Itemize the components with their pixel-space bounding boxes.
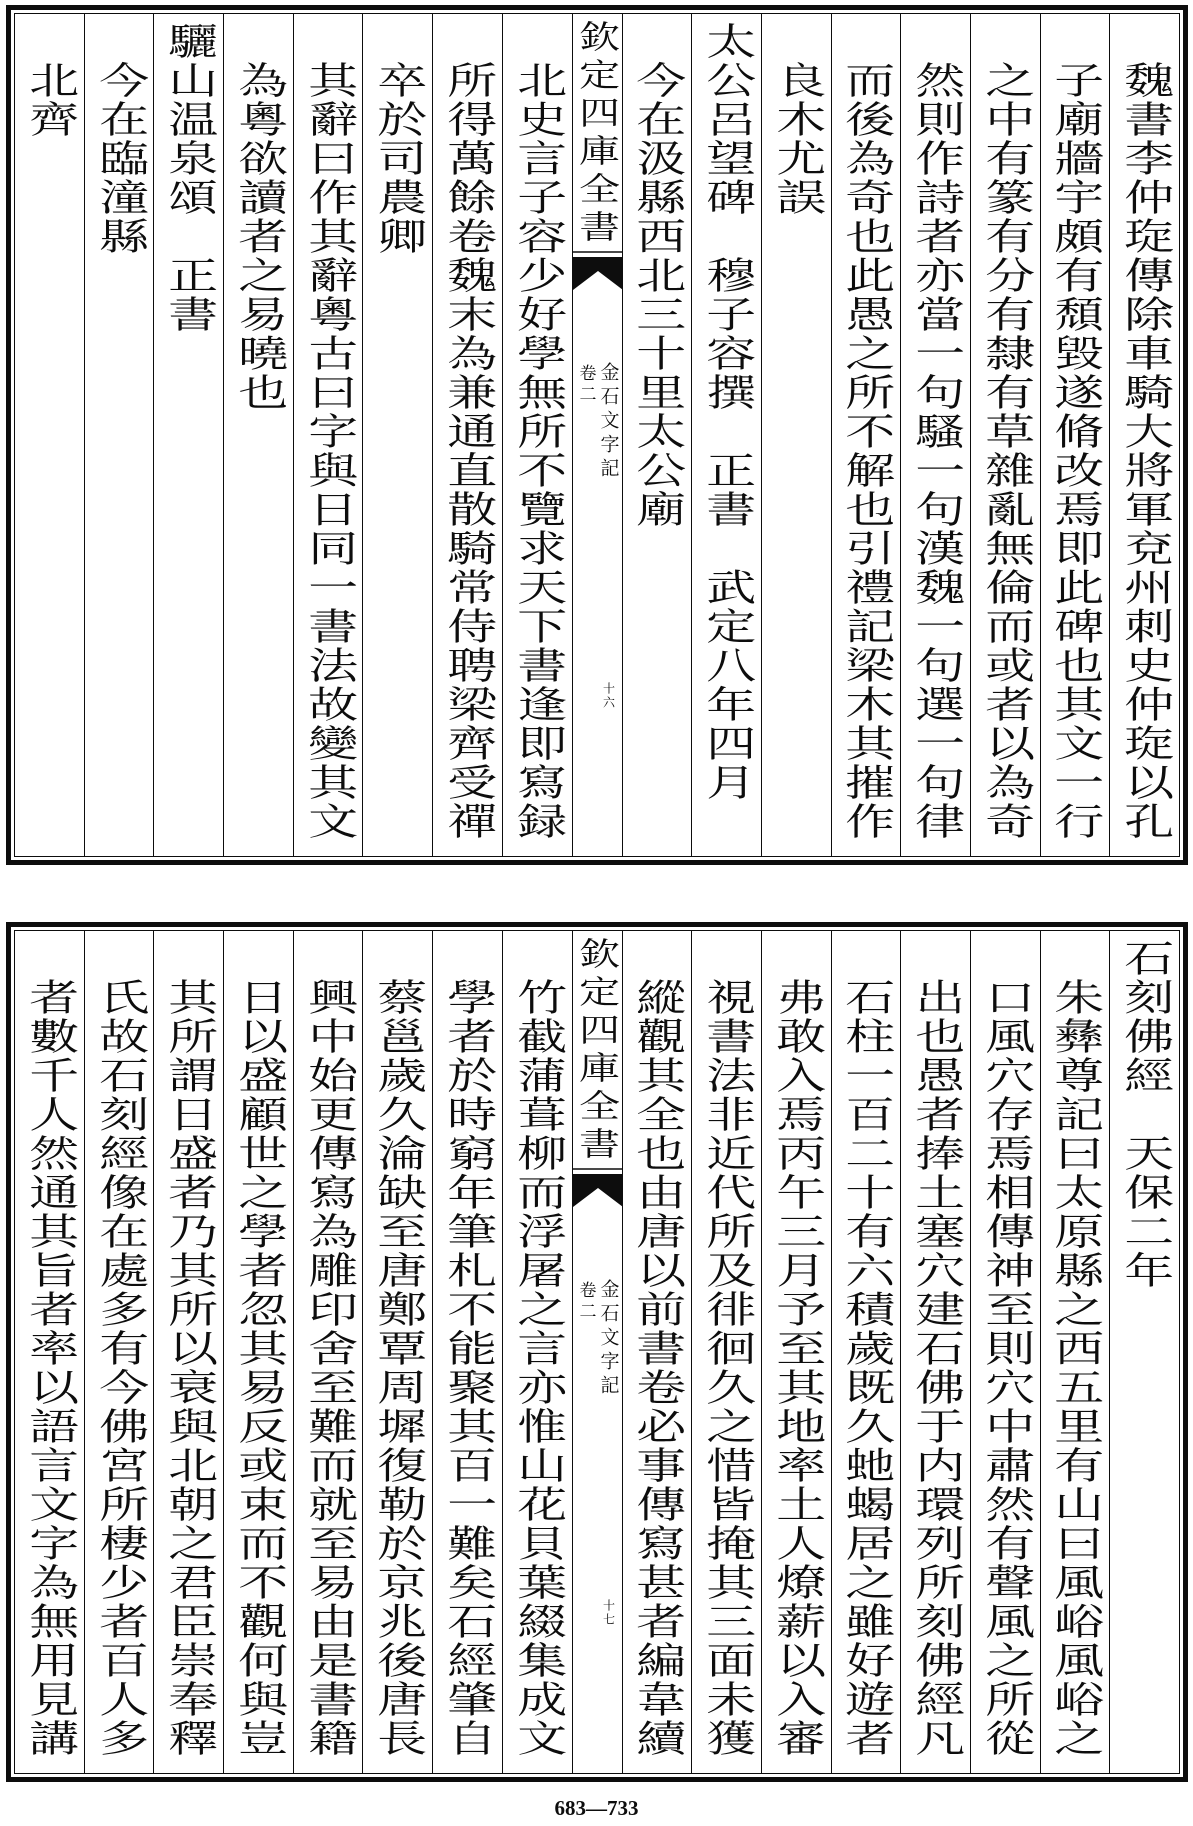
volume-label: 卷二 (575, 364, 596, 406)
column-text: 良木尤誤 (767, 61, 826, 217)
column-text: 縱觀其全也由唐以前書卷必事傳寫甚者編韋續 (627, 978, 686, 1758)
column-text: 石柱一百二十有六積歲既久虵蝎居之雖好遊者 (836, 978, 895, 1758)
text-column (900, 14, 970, 856)
text-column (84, 931, 154, 1773)
text-column (223, 931, 293, 1773)
text-column (223, 14, 293, 856)
column-grid (14, 13, 1180, 857)
volume-label: 卷二 (575, 1281, 596, 1323)
text-column (1109, 14, 1179, 856)
folio-number: 十六 (601, 682, 616, 710)
text-column (831, 931, 901, 1773)
text-column (362, 14, 432, 856)
heading-column (153, 14, 223, 856)
column-text: 出也愚者捧土塞穴建石佛于内環列所刻佛經凡 (906, 978, 965, 1758)
text-column (362, 931, 432, 1773)
folio-number: 十七 (601, 1599, 616, 1627)
text-column (761, 14, 831, 856)
column-text: 今在臨潼縣 (90, 61, 149, 256)
text-column (15, 931, 84, 1773)
entry-heading: 太公呂望碑 穆子容撰 正書 武定八年四月 (697, 22, 756, 802)
center-band (572, 931, 622, 1773)
text-column (1040, 931, 1110, 1773)
text-column (432, 14, 502, 856)
text-column (900, 931, 970, 1773)
column-text: 然則作詩者亦當一句騷一句漢魏一句選一句律 (906, 61, 965, 841)
column-text: 氏故石刻經像在處多有今佛宮所棲少者百人多 (90, 978, 149, 1758)
text-column (84, 14, 154, 856)
column-text: 所得萬餘卷魏末為兼通直散騎常侍聘梁齊受禪 (438, 61, 497, 841)
text-column (432, 931, 502, 1773)
column-text: 日以盛顧世之學者忽其易反或束而不觀何與豈 (229, 978, 288, 1758)
column-text: 朱彝尊記曰太原縣之西五里有山曰風峪風峪之 (1045, 978, 1104, 1758)
collection-title-wrap (573, 937, 622, 1165)
column-text: 其所謂日盛者乃其所以衰與北朝之君臣崇奉釋 (159, 978, 218, 1758)
fishtail-ornament (573, 250, 622, 296)
page-number: 683—733 (554, 1796, 639, 1820)
column-text: 口風穴存焉相傳神至則穴中肅然有聲風之所從 (976, 978, 1035, 1758)
text-column (622, 931, 692, 1773)
column-text: 弗敢入焉丙午三月予至其地率土人燎薪以入審 (767, 978, 826, 1758)
column-text: 而後為奇也此愚之所不解也引禮記梁木其摧作 (836, 61, 895, 841)
column-text: 竹截蒲葺柳而浮屠之言亦惟山花貝葉綴集成文 (508, 978, 567, 1758)
text-column (153, 931, 223, 1773)
column-grid (14, 930, 1180, 1774)
text-column (502, 14, 572, 856)
book-title: 金石文字記 (597, 1279, 620, 1399)
heading-column (691, 14, 761, 856)
column-text: 今在汲縣西北三十里太公廟 (627, 61, 686, 529)
column-text: 卒於司農卿 (368, 61, 427, 256)
dynasty-heading: 北齊 (20, 61, 79, 139)
column-text: 興中始更傳寫為雕印舍至難而就至易由是書籍 (299, 978, 358, 1758)
column-text: 之中有篆有分有隸有草雜亂無倫而或者以為奇 (976, 61, 1035, 841)
heading-column (1109, 931, 1179, 1773)
column-text: 北史言子容少好學無所不覽求天下書逢即寫録 (508, 61, 567, 841)
text-column (1040, 14, 1110, 856)
entry-heading: 石刻佛經 天保二年 (1115, 939, 1174, 1290)
column-text: 蔡邕歲久淪缺至唐鄭覃周墀復勒於京兆後唐長 (368, 978, 427, 1758)
column-text: 為粵欲讀者之易曉也 (229, 61, 288, 412)
entry-heading: 驪山温泉頌 正書 (159, 22, 218, 334)
text-column (970, 14, 1040, 856)
column-text: 者數千人然通其旨者率以語言文字為無用見講 (20, 978, 79, 1758)
half-leaf-lower (6, 922, 1188, 1782)
half-leaf-upper (6, 5, 1188, 865)
text-column (761, 931, 831, 1773)
column-text: 子廟牆宇頗有頹毀遂脩改焉即此碑也其文一行 (1045, 61, 1104, 841)
text-column (293, 14, 363, 856)
text-column (691, 931, 761, 1773)
collection-title: 欽定四庫全書 (572, 20, 622, 248)
book-title: 金石文字記 (597, 362, 620, 482)
collection-title: 欽定四庫全書 (572, 937, 622, 1165)
column-text: 視書法非近代所及徘徊久之惜皆掩其三面未獲 (697, 978, 756, 1758)
fishtail-ornament (573, 1167, 622, 1213)
text-column (293, 931, 363, 1773)
text-column (502, 931, 572, 1773)
dynasty-heading-column (15, 14, 84, 856)
column-text: 學者於時窮年筆札不能聚其百一難矣石經肇自 (438, 978, 497, 1758)
text-column (970, 931, 1040, 1773)
text-column (831, 14, 901, 856)
column-text: 其辭曰作其辭粵古曰字與日同一書法故變其文 (299, 61, 358, 841)
center-band (572, 14, 622, 856)
text-column (622, 14, 692, 856)
collection-title-wrap (573, 20, 622, 248)
column-text: 魏書李仲琁傳除車騎大將軍兗州刺史仲琁以孔 (1115, 61, 1174, 841)
